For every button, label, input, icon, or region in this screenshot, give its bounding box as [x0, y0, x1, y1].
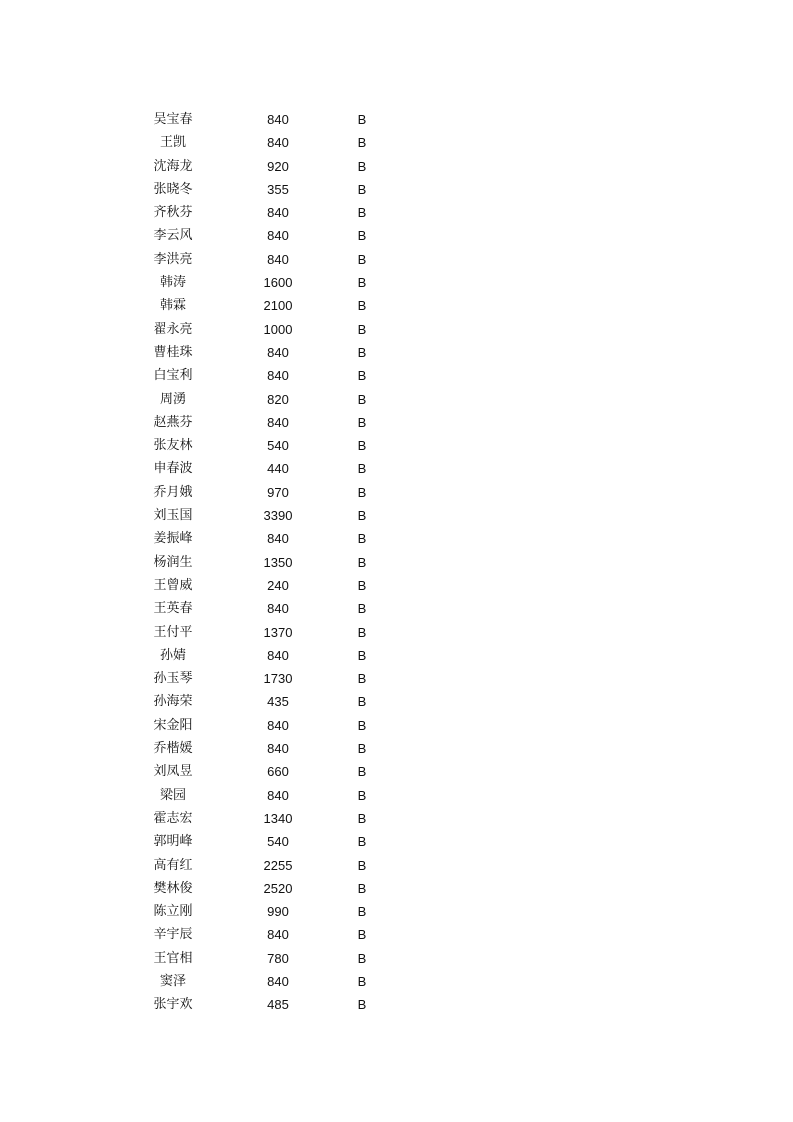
- amount-cell: 970: [267, 484, 289, 500]
- table-row: [130, 434, 390, 457]
- amount-cell: 2255: [263, 857, 293, 873]
- table-row: [130, 294, 390, 317]
- amount-cell: 840: [267, 112, 289, 127]
- table-row: [130, 690, 390, 713]
- amount-cell: 1730: [263, 671, 293, 687]
- table-row: [130, 388, 390, 411]
- amount-cell: 840: [267, 228, 289, 244]
- name-cell: 窦泽: [159, 973, 186, 989]
- table-row: [130, 318, 390, 341]
- name-cell: 王付平: [153, 624, 193, 640]
- amount-cell: 1000: [263, 321, 293, 337]
- name-cell: 张晓冬: [153, 181, 193, 197]
- name-cell: 宋金阳: [153, 717, 193, 733]
- table-row: [130, 714, 390, 737]
- grade-cell: B: [357, 624, 367, 640]
- name-cell: 郭明峰: [153, 834, 193, 850]
- name-cell: 曹桂珠: [153, 344, 193, 360]
- grade-cell: B: [357, 298, 367, 314]
- amount-cell: 840: [267, 135, 289, 151]
- amount-cell: 1350: [263, 554, 293, 570]
- table-row: [130, 830, 390, 853]
- amount-cell: 660: [267, 764, 289, 780]
- grade-cell: B: [357, 368, 367, 384]
- amount-cell: 840: [267, 741, 289, 757]
- table-row: [130, 527, 390, 550]
- grade-cell: B: [357, 717, 367, 733]
- name-cell: 李洪亮: [153, 251, 193, 267]
- amount-cell: 840: [267, 205, 289, 221]
- name-cell: 王凯: [159, 135, 186, 151]
- grade-cell: B: [357, 531, 367, 547]
- amount-cell: 840: [267, 787, 289, 803]
- name-cell: 刘玉国: [153, 508, 193, 524]
- name-cell: 乔楷媛: [153, 741, 193, 757]
- grade-cell: B: [357, 275, 367, 291]
- table-row: [130, 155, 390, 178]
- table-row: [130, 178, 390, 201]
- name-cell: 白宝利: [153, 368, 193, 384]
- name-cell: 梁园: [159, 787, 186, 803]
- amount-cell: 840: [267, 647, 289, 663]
- amount-cell: 840: [267, 368, 289, 384]
- name-cell: 辛宇辰: [153, 927, 193, 943]
- table-row: [130, 481, 390, 504]
- amount-cell: 1340: [263, 810, 293, 826]
- amount-cell: 540: [267, 438, 289, 454]
- grade-cell: B: [357, 694, 367, 710]
- name-cell: 吴宝春: [153, 112, 193, 127]
- name-cell: 王官相: [153, 950, 193, 966]
- grade-cell: B: [357, 927, 367, 943]
- table-row: [130, 597, 390, 620]
- table-row: [130, 667, 390, 690]
- table-row: [130, 574, 390, 597]
- grade-cell: B: [357, 787, 367, 803]
- amount-cell: 840: [267, 251, 289, 267]
- table-row: [130, 923, 390, 946]
- grade-cell: B: [357, 671, 367, 687]
- grade-cell: B: [357, 810, 367, 826]
- grade-cell: B: [357, 508, 367, 524]
- table-row: [130, 411, 390, 434]
- amount-cell: 990: [267, 904, 289, 920]
- amount-cell: 840: [267, 414, 289, 430]
- amount-cell: 840: [267, 344, 289, 360]
- table-row: [130, 551, 390, 574]
- grade-cell: B: [357, 484, 367, 500]
- name-cell: 沈海龙: [153, 158, 193, 174]
- name-cell: 齐秋芬: [153, 205, 193, 221]
- table-row: [130, 760, 390, 783]
- grade-cell: B: [357, 601, 367, 617]
- grade-cell: B: [357, 251, 367, 267]
- name-cell: 孙海荣: [153, 694, 193, 710]
- table-row: [130, 364, 390, 387]
- name-cell: 周湧: [159, 391, 186, 407]
- name-cell: 孙婧: [159, 647, 186, 663]
- name-cell: 陈立刚: [153, 904, 193, 920]
- table-row: [130, 457, 390, 480]
- amount-cell: 240: [267, 577, 289, 593]
- grade-cell: B: [357, 158, 367, 174]
- amount-cell: 780: [267, 950, 289, 966]
- name-cell: 乔月娥: [153, 484, 193, 500]
- name-cell: 王英春: [153, 601, 193, 617]
- grade-cell: B: [357, 904, 367, 920]
- table-row: [130, 271, 390, 294]
- amount-cell: 840: [267, 601, 289, 617]
- amount-cell: 2520: [263, 880, 293, 896]
- grade-cell: B: [357, 414, 367, 430]
- amount-cell: 840: [267, 927, 289, 943]
- name-cell: 韩涛: [159, 275, 186, 291]
- grade-cell: B: [357, 973, 367, 989]
- amount-cell: 840: [267, 531, 289, 547]
- name-cell: 姜振峰: [153, 531, 193, 547]
- grade-cell: B: [357, 181, 367, 197]
- name-cell: 张友林: [153, 438, 193, 454]
- amount-cell: 2100: [263, 298, 293, 314]
- grade-cell: B: [357, 880, 367, 896]
- grade-cell: B: [357, 112, 367, 127]
- data-table: [130, 108, 390, 1017]
- grade-cell: B: [357, 834, 367, 850]
- grade-cell: B: [357, 321, 367, 337]
- table-row: [130, 993, 390, 1016]
- amount-cell: 820: [267, 391, 289, 407]
- name-cell: 王曾威: [153, 577, 193, 593]
- table-row: [130, 807, 390, 830]
- table-row: [130, 900, 390, 923]
- name-cell: 韩霖: [159, 298, 186, 314]
- amount-cell: 435: [267, 694, 289, 710]
- amount-cell: 440: [267, 461, 289, 477]
- grade-cell: B: [357, 344, 367, 360]
- table-row: [130, 784, 390, 807]
- grade-cell: B: [357, 764, 367, 780]
- name-cell: 孙玉琴: [153, 671, 193, 687]
- grade-cell: B: [357, 554, 367, 570]
- grade-cell: B: [357, 741, 367, 757]
- name-cell: 张宇欢: [153, 997, 193, 1013]
- table-row: [130, 131, 390, 154]
- table-row: [130, 108, 390, 131]
- grade-cell: B: [357, 647, 367, 663]
- amount-cell: 1600: [263, 275, 293, 291]
- grade-cell: B: [357, 391, 367, 407]
- name-cell: 杨润生: [153, 554, 193, 570]
- grade-cell: B: [357, 205, 367, 221]
- name-cell: 高有红: [153, 857, 193, 873]
- table-row: [130, 644, 390, 667]
- grade-cell: B: [357, 461, 367, 477]
- grade-cell: B: [357, 950, 367, 966]
- table-row: [130, 621, 390, 644]
- grade-cell: B: [357, 857, 367, 873]
- name-cell: 霍志宏: [153, 810, 193, 826]
- amount-cell: 540: [267, 834, 289, 850]
- grade-cell: B: [357, 997, 367, 1013]
- name-cell: 翟永亮: [153, 321, 193, 337]
- table-row: [130, 737, 390, 760]
- table-row: [130, 947, 390, 970]
- table-row: [130, 224, 390, 247]
- table-row: [130, 504, 390, 527]
- grade-cell: B: [357, 228, 367, 244]
- table-row: [130, 877, 390, 900]
- grade-cell: B: [357, 438, 367, 454]
- name-cell: 刘凤昱: [153, 764, 193, 780]
- amount-cell: 485: [267, 997, 289, 1013]
- grade-cell: B: [357, 577, 367, 593]
- name-cell: 赵燕芬: [153, 414, 193, 430]
- table-row: [130, 970, 390, 993]
- table-row: [130, 248, 390, 271]
- name-cell: 樊林俊: [153, 880, 193, 896]
- table-row: [130, 201, 390, 224]
- name-cell: 申春波: [153, 461, 193, 477]
- table-row: [130, 341, 390, 364]
- amount-cell: 3390: [263, 508, 293, 524]
- amount-cell: 840: [267, 717, 289, 733]
- grade-cell: B: [357, 135, 367, 151]
- name-cell: 李云风: [153, 228, 193, 244]
- amount-cell: 1370: [263, 624, 293, 640]
- amount-cell: 355: [267, 181, 289, 197]
- amount-cell: 920: [267, 158, 289, 174]
- table-row: [130, 854, 390, 877]
- amount-cell: 840: [267, 973, 289, 989]
